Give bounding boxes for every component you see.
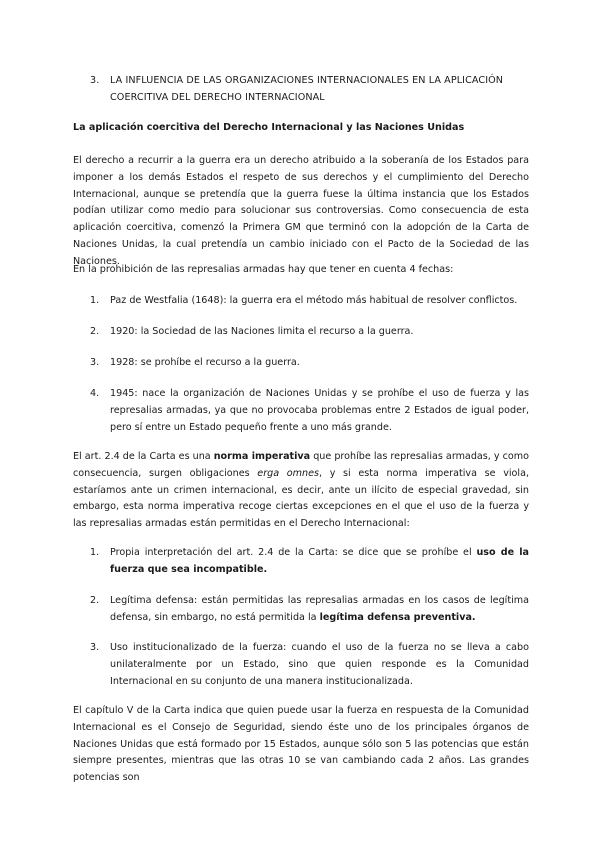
list-text	[110, 593, 529, 627]
exception-bold: uso de la fuerza que sea incompatible.	[110, 547, 529, 575]
art24-text-3: , y si esta norma imperativa se viola, estaríamos ante un crimen internacional, es decir, ante un ilícito de especial gravedad, sin embargo, esta norma imperativa recoge ciertas excepciones en el que el uso de la fuerza y las represalias armadas están permitidas en el Derecho Internacional:	[73, 467, 530, 530]
list-number: 4.	[90, 388, 100, 399]
art24-paragraph	[73, 449, 529, 533]
dates-intro: En la prohibición de las represalias armadas hay que tener en cuenta 4 fechas:	[73, 264, 454, 275]
list-item	[73, 293, 529, 310]
list-item	[73, 593, 529, 627]
list-text: Paz de Westfalia (1648): la guerra era el método más habitual de resolver conflictos.	[110, 295, 518, 306]
list-item	[73, 545, 529, 579]
exception-text: Propia interpretación del art. 2.4 de la Carta: se dice que se prohíbe el	[110, 547, 477, 558]
art24-text-1: El art. 2.4 de la Carta es una	[73, 451, 214, 462]
section-title: LA INFLUENCIA DE LAS ORGANIZACIONES INTERNACIONALES EN LA APLICACIÓN COERCITIVA DEL DERECHO INTERNACIONAL	[110, 75, 504, 103]
list-text: Uso institucionalizado de la fuerza: cuando el uso de la fuerza no se lleva a cabo unilateralmente por un Estado, sino que quien responde es la Comunidad Internacional en su conjunto de una manera institucionalizada.	[110, 642, 529, 687]
exception-text: Legítima defensa: están permitidas las represalias armadas en los casos de legítima defensa, sin embargo, no está permitida la	[110, 595, 529, 623]
exception-bold: legítima defensa preventiva.	[319, 611, 476, 623]
list-number: 2.	[90, 595, 100, 606]
list-number: 3.	[90, 357, 100, 368]
list-text: 1928: se prohíbe el recurso a la guerra.	[110, 357, 300, 368]
section-number: 3.	[90, 75, 100, 86]
list-item	[73, 640, 529, 690]
chapter5-paragraph: El capítulo V de la Carta indica que quien puede usar la fuerza en respuesta de la Comunidad Internacional es el Consejo de Seguridad, siendo éste uno de los principales órganos de Naciones Unidas que está formado por 15 Estados, aunque sólo son 5 las potencias que están siempre presentes, mientras que las otras 10 se van cambiando cada 2 años. Las grandes potencias son	[73, 705, 529, 784]
list-text: 1920: la Sociedad de las Naciones limita el recurso a la guerra.	[110, 326, 414, 337]
art24-bold: norma imperativa	[213, 451, 311, 462]
art24-text-2: que prohíbe las represalias armadas, y como consecuencia, surgen obligaciones	[73, 451, 529, 479]
list-item	[73, 386, 529, 436]
list-item	[73, 355, 529, 372]
section-heading	[90, 72, 530, 106]
list-text: 1945: nace la organización de Naciones Unidas y se prohíbe el uso de fuerza y las represalias armadas, ya que no provocaba problemas entre 2 Estados de igual poder, pero sí entre un Estado pequeño frente a uno más grande.	[110, 388, 529, 433]
intro-paragraph: El derecho a recurrir a la guerra era un derecho atribuido a la soberanía de los Estados para imponer a los demás Estados el respeto de sus derechos y el cumplimiento del Derecho Internacional, aunque se pretendía que la guerra fuese la última instancia que los Estados podían utilizar como medio para solucionar sus controversias. Como consecuencia de esta aplicación coercitiva, comenzó la Primera GM que terminó con la adopción de la Carta de Naciones Unidas, la cual pretendía un cambio iniciado con el Pacto de la Sociedad de las Naciones.	[73, 155, 529, 267]
list-text	[110, 545, 529, 579]
list-number: 1.	[90, 295, 100, 306]
list-number: 1.	[90, 547, 100, 558]
sub-heading: La aplicación coercitiva del Derecho Internacional y las Naciones Unidas	[73, 122, 465, 133]
list-number: 2.	[90, 326, 100, 337]
list-number: 3.	[90, 642, 100, 653]
art24-italic: erga omnes	[257, 467, 319, 479]
list-item	[73, 324, 529, 341]
